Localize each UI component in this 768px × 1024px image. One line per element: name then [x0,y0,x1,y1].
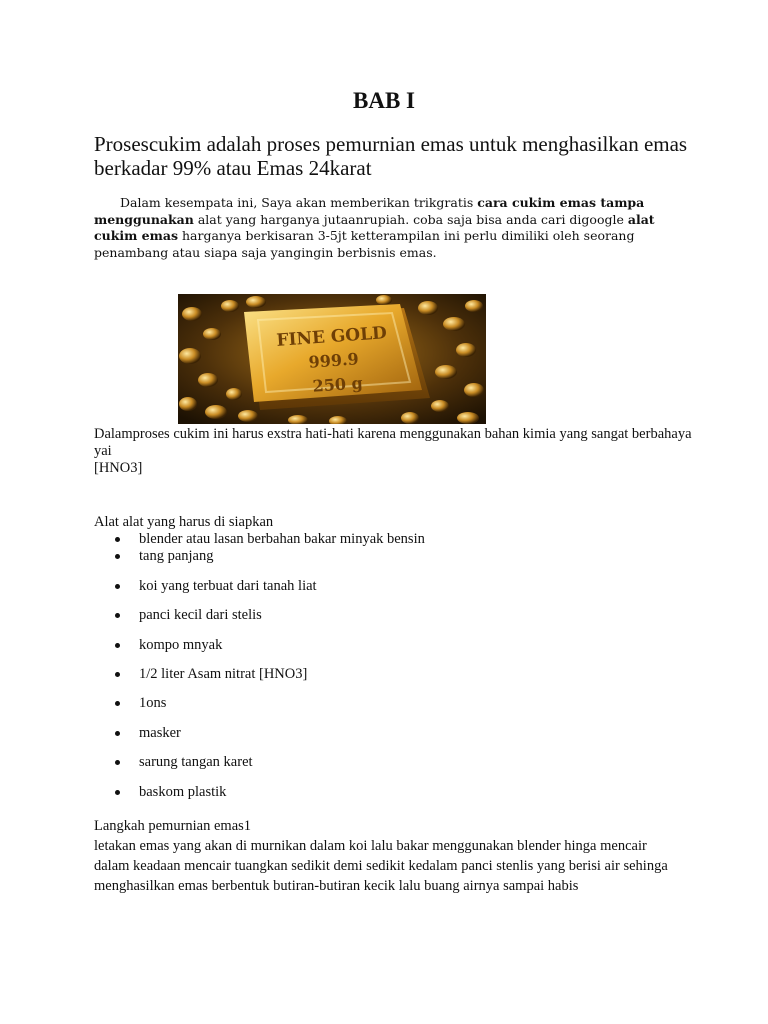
bullet-icon [115,701,120,706]
gold-bar-illustration [178,294,486,424]
tools-title: Alat alat yang harus di siapkan [94,514,274,530]
gold-bar-photo [178,294,486,424]
bullet-icon [115,584,120,589]
intro-bold-1: cara cukim emas tampa menggunakan [94,195,645,227]
steps-body: letakan emas yang akan di murnikan dalam koi lalu bakar menggunakan blender hinga mencair dalam keadaan mencair tuangkan sedikit demi sedikit kedalam panci stenlis yang berisi air sehinga menghasilkan emas berbentuk butiran-butiran kecik lalu buang airnya sampai habis [94,838,668,894]
intro-text-2: alat yang harganya jutaanrupiah. coba saja bisa anda cari digoogle [193,211,628,227]
bullet-icon [115,672,120,677]
gold-bar [244,304,430,410]
warning-paragraph [94,426,694,477]
bar-text-2: 999.9 [307,349,360,372]
bullet-icon [115,643,120,648]
bar-text-3: 250 g [311,373,364,396]
warning-line-1: Dalamproses cukim ini harus exstra hati-hati karena menggunakan bahan kimia yang sangat berbahaya yai [94,426,692,459]
intro-paragraph [94,195,684,261]
bullet-icon [115,790,120,795]
steps-title: Langkah pemurnian emas1 [94,818,252,834]
bar-text-1: FINE GOLD [275,323,388,351]
chapter-title: BAB I [353,88,415,113]
intro-text-3: harganya berkisaran 3-5jt ketterampilan ini perlu dimiliki oleh seorang penambang atau siapa saja yangingin berbisnis emas. [94,228,635,260]
intro-bold-2: alat cukim emas [94,211,655,243]
page-heading: Prosescukim adalah proses pemurnian emas untuk menghasilkan emas berkadar 99% atau Emas 24karat [94,132,688,180]
document-page: BAB I Prosescukim adalah proses pemurnian emas untuk menghasilkan emas berkadar 99% atau Emas 24karat Dalam kesempata ini, Saya akan memberikan trikgratis cara cukim emas tampa menggunakan alat yang harganya jutaanrupiah. coba saja bisa anda cari digoogle alat cukim emas harganya berkisaran 3-5jt ketterampilan ini perlu dimiliki oleh seorang penambang atau siapa saja yangingin berbisnis emas. FINE GOLD 999.9 250 g Dalamproses cukim ini harus exstra hati-hati karena menggunakan bahan kimia yang sangat berbahaya yai [HNO3] Alat alat yang harus di siapkan blender atau lasan berbahan bakar minyak bensin tang panjang koi yang terbuat dari tanah liat panci kecil dari stelis kompo mnyak 1/2 liter Asam nitrat [HNO3] 1ons masker sarung tangan karet baskom plastik Langkah pemurnian emas1 letakan emas yang akan di murnikan dalam koi lalu bakar menggunakan blender hinga mencair dalam keadaan mencair tuangkan sedikit demi sedikit kedalam panci stenlis yang berisi air sehinga menghasilkan emas berbentuk butiran-butiran kecik lalu buang airnya sampai habis [0,0,768,1024]
intro-text-1: Dalam kesempata ini, Saya akan memberikan trikgratis [120,195,478,210]
bullet-icon [115,613,120,618]
warning-line-2: [HNO3] [94,460,143,476]
bullet-icon [115,537,120,542]
bullet-icon [115,554,120,559]
bullet-icon [115,731,120,736]
bullet-icon [115,760,120,765]
